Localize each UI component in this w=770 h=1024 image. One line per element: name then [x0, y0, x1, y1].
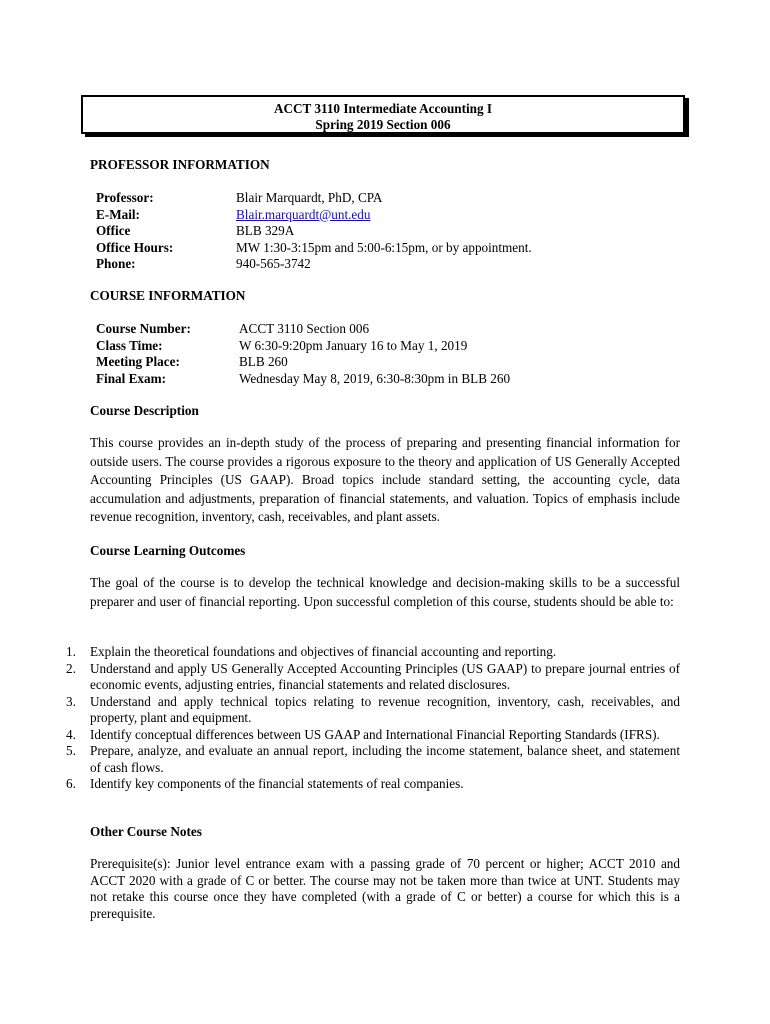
info-label: Phone:	[96, 256, 136, 271]
list-number: 1.	[66, 644, 76, 659]
course-description-heading: Course Description	[90, 403, 199, 418]
office-value: BLB 329A	[236, 223, 295, 238]
info-label: Final Exam:	[96, 370, 166, 386]
info-row	[96, 321, 510, 338]
list-item	[60, 694, 680, 727]
list-text: Prepare, analyze, and evaluate an annual report, including the income statement, balance sheet, and statement of cash flows.	[90, 743, 680, 775]
info-label: Office	[96, 223, 131, 238]
list-text: Explain the theoretical foundations and objectives of financial accounting and reporting.	[90, 644, 557, 659]
list-item	[60, 743, 680, 776]
list-number: 4.	[66, 726, 76, 742]
office-hours-value: MW 1:30-3:15pm and 5:00-6:15pm, or by appointment.	[236, 239, 532, 255]
list-item	[60, 776, 680, 793]
professor-name: Blair Marquardt, PhD, CPA	[236, 190, 383, 205]
info-label: Class Time:	[96, 337, 163, 353]
course-title-box	[81, 95, 685, 134]
other-notes-text: Prerequisite(s): Junior level entrance exam with a passing grade of 70 percent or higher; ACCT 2010 and ACCT 2020 with a grade of C or better. The course may not be taken more than twice at UNT. Students may not retake this course once they have completed (with a grade of C or better) a course for which this is a prerequisite.	[90, 856, 680, 921]
meeting-place-value: BLB 260	[239, 354, 288, 369]
final-exam-value: Wednesday May 8, 2019, 6:30-8:30pm in BLB 260	[239, 370, 511, 386]
course-info-table	[96, 321, 510, 387]
course-term: Spring 2019 Section 006	[315, 117, 451, 132]
email-link[interactable]: Blair.marquardt@unt.edu	[236, 206, 371, 222]
list-item	[60, 727, 680, 744]
info-row	[96, 338, 510, 355]
info-label: E-Mail:	[96, 206, 140, 222]
professor-info-table	[96, 190, 532, 273]
info-row	[96, 190, 532, 207]
phone-value: 940-565-3742	[236, 256, 311, 271]
info-label: Meeting Place:	[96, 354, 180, 369]
info-row	[96, 256, 532, 273]
learning-outcomes-intro: The goal of the course is to develop the technical knowledge and decision-making skills to be a successful preparer and user of financial reporting. Upon successful completion of this course, students should be able to:	[90, 575, 680, 609]
list-item	[60, 661, 680, 694]
learning-outcomes-list	[60, 644, 680, 793]
list-text: Understand and apply technical topics relating to revenue recognition, inventory, cash, receivables, and property, plant and equipment.	[90, 693, 680, 725]
info-row	[96, 240, 532, 257]
list-number: 2.	[66, 660, 76, 676]
list-number: 3.	[66, 693, 76, 709]
info-label: Office Hours:	[96, 239, 174, 255]
info-row	[96, 371, 510, 388]
info-row	[96, 223, 532, 240]
info-label: Professor:	[96, 190, 154, 205]
info-label: Course Number:	[96, 321, 191, 336]
list-number: 5.	[66, 743, 76, 758]
list-text: Identify key components of the financial statements of real companies.	[90, 776, 464, 791]
list-text: Understand and apply US Generally Accepted Accounting Principles (US GAAP) to prepare journal entries of economic events, adjusting entries, financial statements and related disclosures.	[90, 660, 680, 692]
professor-info-heading: PROFESSOR INFORMATION	[90, 157, 270, 172]
learning-outcomes-heading: Course Learning Outcomes	[90, 543, 246, 558]
list-text: Identify conceptual differences between US GAAP and International Financial Reporting Standards (IFRS).	[90, 726, 660, 742]
info-row	[96, 207, 532, 224]
list-number: 6.	[66, 776, 76, 791]
course-description-text: This course provides an in-depth study of the process of preparing and presenting financial information for outside users. The course provides a rigorous exposure to the theory and application of US Generally Accepted Accounting Principles (US GAAP). Broad topics include standard setting, the accounting cycle, data accumulation and adjustments, preparation of financial statements, and valuation. Topics of emphasis include revenue recognition, inventory, cash, receivables, and plant assets.	[90, 435, 680, 524]
info-row	[96, 354, 510, 371]
list-item	[60, 644, 680, 661]
course-title: ACCT 3110 Intermediate Accounting I	[273, 101, 493, 116]
course-info-heading: COURSE INFORMATION	[90, 288, 246, 303]
course-number-value: ACCT 3110 Section 006	[239, 321, 370, 336]
other-notes-heading: Other Course Notes	[90, 824, 202, 839]
class-time-value: W 6:30-9:20pm January 16 to May 1, 2019	[239, 337, 468, 353]
